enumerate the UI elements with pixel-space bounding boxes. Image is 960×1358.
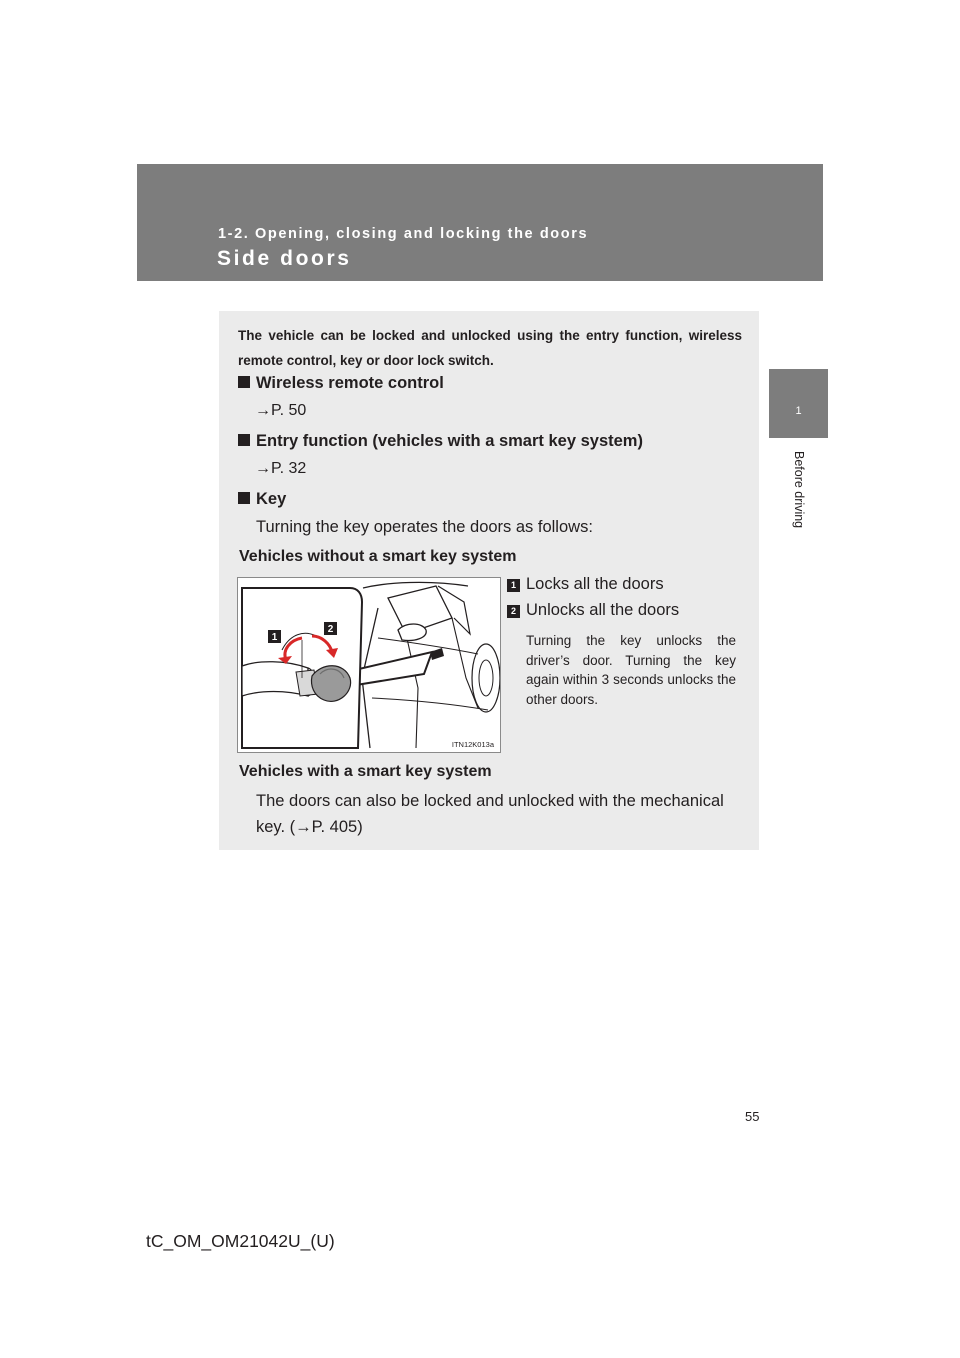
document-code: tC_OM_OM21042U_(U) <box>146 1231 335 1251</box>
page-title: Side doors <box>217 247 352 270</box>
heading-wireless-remote: Wireless remote control <box>238 374 444 393</box>
ref-entry-function: →P. 32 <box>255 460 307 477</box>
car-door-illustration <box>238 578 500 752</box>
ref-wireless-remote: →P. 50 <box>255 402 307 419</box>
key-description: Turning the key operates the doors as follows: <box>256 518 593 536</box>
number-badge-1-icon: 1 <box>507 579 520 592</box>
chapter-label-text: Before driving <box>792 451 806 529</box>
content-box <box>219 311 759 850</box>
bullet-square-icon <box>238 492 250 504</box>
smart-key-description: The doors can also be locked and unlocked with the mechanical key. (→P. 405) <box>256 792 724 836</box>
subheading-without-smart-key: Vehicles without a smart key system <box>239 548 517 565</box>
section-title: 1-2. Opening, closing and locking the doors <box>218 226 589 242</box>
chapter-label <box>790 452 806 542</box>
intro-text: The vehicle can be locked and unlocked using the entry function, wireless remote control, key or door lock switch. <box>238 328 742 368</box>
page-number: 55 <box>745 1109 760 1124</box>
legend-item-unlock: 2 Unlocks all the doors <box>507 601 679 620</box>
heading-key: Key <box>238 490 286 509</box>
figure-callout-1: 1 <box>271 632 278 643</box>
bullet-square-icon <box>238 376 250 388</box>
figure-caption: ITN12K013a <box>451 740 494 749</box>
figure-callout-2: 2 <box>327 624 334 635</box>
legend-item-lock: 1 Locks all the doors <box>507 575 664 594</box>
number-badge-2-icon: 2 <box>507 605 520 618</box>
key-cylinder-figure <box>237 577 501 753</box>
subheading-with-smart-key: Vehicles with a smart key system <box>239 763 492 780</box>
bullet-square-icon <box>238 434 250 446</box>
page-header <box>137 164 823 281</box>
unlock-note: Turning the key unlocks the driver’s door. Turning the key again within 3 seconds unlocks the other doors. <box>526 633 736 707</box>
chapter-number: 1 <box>795 405 802 417</box>
chapter-tab <box>769 369 828 438</box>
heading-entry-function: Entry function (vehicles with a smart key system) <box>238 432 643 451</box>
